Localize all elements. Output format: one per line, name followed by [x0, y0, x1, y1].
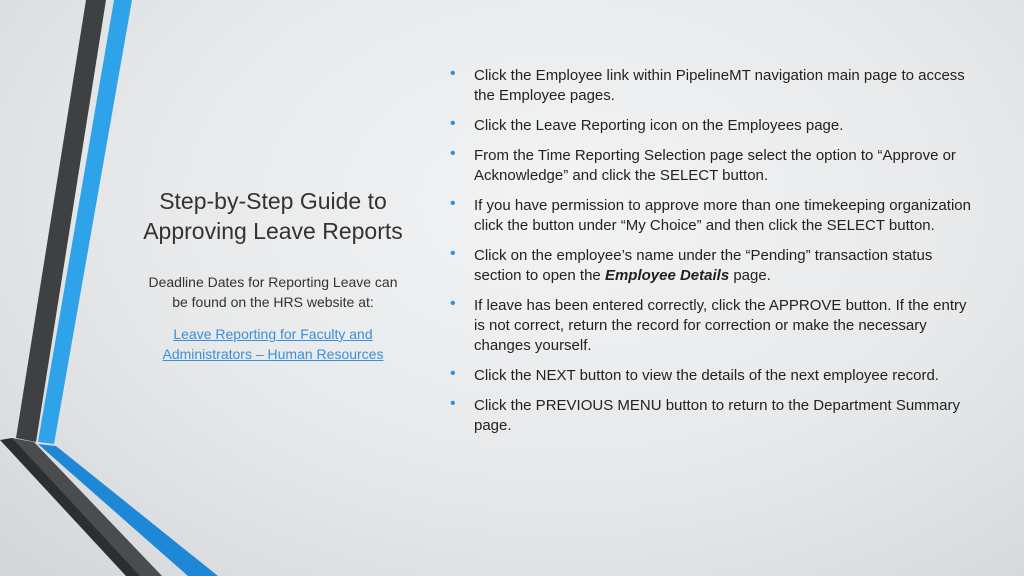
- bullet-icon: •: [450, 65, 456, 82]
- list-item: [448, 116, 978, 136]
- page-title: [128, 186, 418, 246]
- list-item-text: From the Time Reporting Selection page select the option to “Approve or Acknowledge” and click the SELECT button.: [474, 147, 956, 184]
- list-item-text-before: Click on the employee’s name under the “Pending” transaction status section to open the: [474, 247, 933, 284]
- list-item-text: Click the Leave Reporting icon on the Employees page.: [474, 117, 844, 134]
- gray-stripe-bottom: [12, 438, 162, 576]
- list-item-text: If you have permission to approve more than one timekeeping organization click the button under “My Choice” and then click the SELECT button.: [474, 197, 971, 234]
- deadline-line-2: be found on the HRS website at:: [172, 294, 374, 310]
- list-item: [448, 196, 978, 236]
- list-item-text-after: page.: [729, 267, 771, 284]
- list-item-text: If leave has been entered correctly, click the APPROVE button. If the entry is not correct, return the record for correction or make the necessary changes yourself.: [474, 297, 967, 354]
- title-line-1: Step-by-Step Guide to: [159, 188, 387, 214]
- bullet-icon: •: [450, 395, 456, 412]
- bullet-icon: •: [450, 195, 456, 212]
- bullet-icon: •: [450, 245, 456, 262]
- bullet-icon: •: [450, 365, 456, 382]
- link-line-1[interactable]: Leave Reporting for Faculty and: [173, 326, 373, 342]
- list-item-text: Click the Employee link within PipelineMT navigation main page to access the Employee pages.: [474, 67, 965, 104]
- deadline-line-1: Deadline Dates for Reporting Leave can: [148, 274, 398, 290]
- bullet-icon: •: [450, 295, 456, 312]
- list-item: [448, 146, 978, 186]
- list-item-emphasis: Employee Details: [604, 267, 730, 284]
- list-item: [448, 396, 978, 436]
- title-line-2: Approving Leave Reports: [143, 218, 403, 244]
- bullet-icon: •: [450, 115, 456, 132]
- left-panel: [128, 186, 418, 364]
- hrs-leave-reporting-link[interactable]: [128, 324, 418, 364]
- instruction-list: [448, 66, 978, 446]
- list-item-text: Click the PREVIOUS MENU button to return to the Department Summary page.: [474, 397, 961, 434]
- list-item-text: Click the NEXT button to view the details of the next employee record.: [474, 367, 939, 384]
- list-item: [448, 66, 978, 106]
- list-item: [448, 366, 978, 386]
- list-item: [448, 246, 978, 286]
- deadline-text: [128, 272, 418, 312]
- list-item: [448, 296, 978, 356]
- bullet-icon: •: [450, 145, 456, 162]
- link-line-2[interactable]: Administrators – Human Resources: [162, 346, 384, 362]
